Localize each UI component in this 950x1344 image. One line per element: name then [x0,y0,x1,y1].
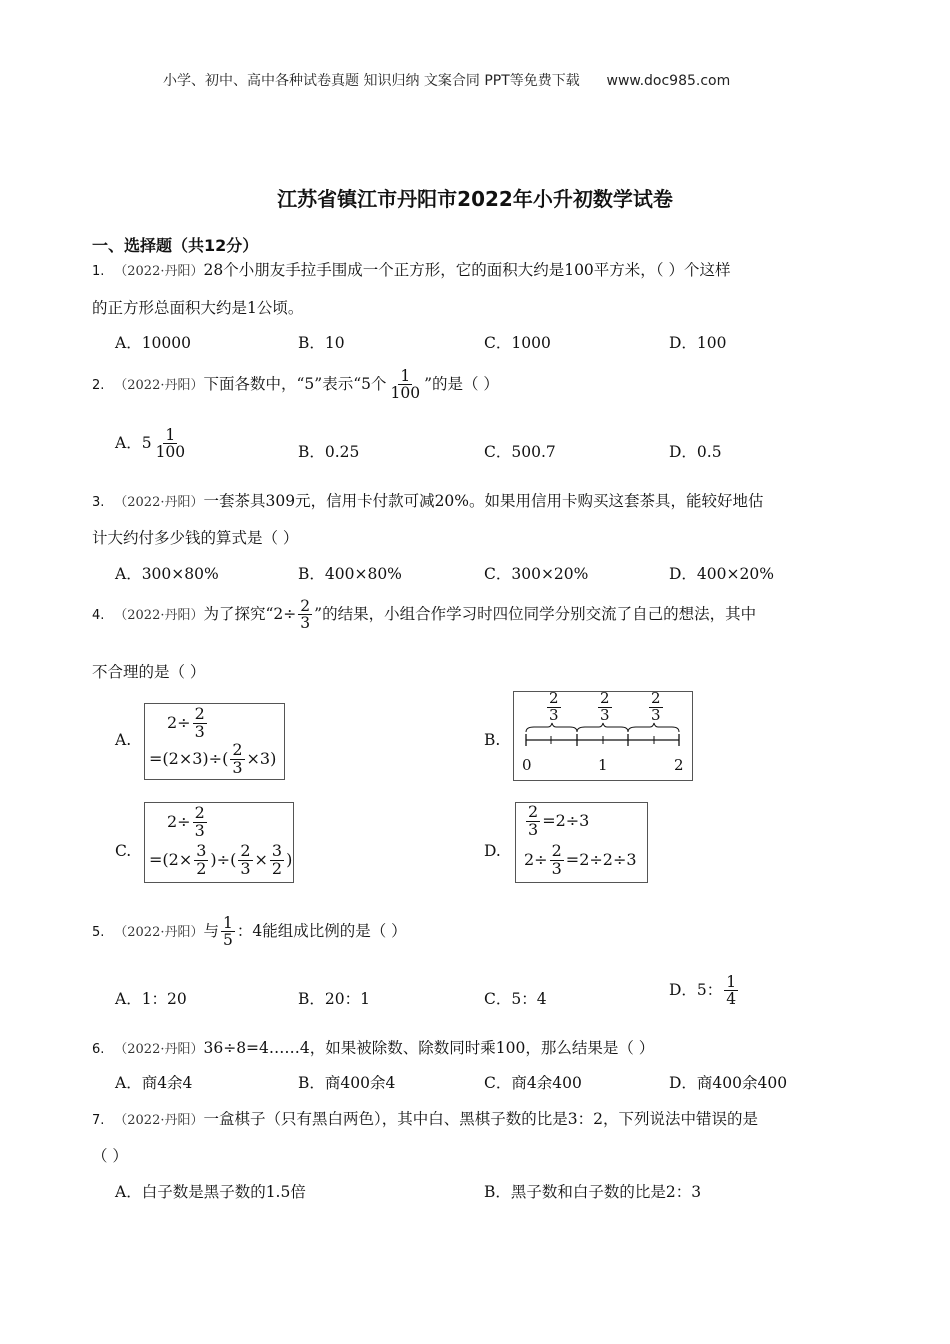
question-6: 6. （2022·丹阳）36÷8=4……4，如果被除数、除数同时乘100，那么结果是（ ） [92,1039,655,1057]
q6-option-d[interactable]: D．商400余400 [669,1074,788,1092]
q5-option-a[interactable]: A．1：20 [115,990,187,1008]
section-heading: 一、选择题（共12分） [92,236,259,255]
q1-option-b[interactable]: B．10 [298,334,345,352]
page-title: 江苏省镇江市丹阳市2022年小升初数学试卷 [277,187,673,211]
question-3-line2: 计大约付多少钱的算式是（ ） [92,529,299,547]
q3-option-a[interactable]: A．300×80% [115,565,219,583]
q4-option-b-label[interactable]: B. [484,731,501,749]
question-5: 5. （2022·丹阳）与 $\frac{1}{5}$ ：4能组成比例的是（ ） [92,914,407,950]
q3-option-c[interactable]: C．300×20% [484,565,589,583]
q4-option-a-label[interactable]: A. [115,731,132,749]
question-1-line2: 的正方形总面积大约是1公顷。 [92,299,304,317]
q6-option-c[interactable]: C．商4余400 [484,1074,582,1092]
tick-label: 2 [674,756,684,774]
header-text: 小学、初中、高中各种试卷真题 知识归纳 文案合同 PPT等免费下载 www.doc985.com [163,73,731,89]
q2-option-b[interactable]: B．0.25 [298,443,360,461]
q1-option-d[interactable]: D．100 [669,334,727,352]
tick-label: 1 [598,756,608,774]
q3-option-b[interactable]: B．400×80% [298,565,402,583]
tick-label: 0 [522,756,532,774]
q7-option-a[interactable]: A．白子数是黑子数的1.5倍 [115,1183,306,1201]
q4-box-b: $\frac{2}{3}$ $\frac{2}{3}$ $\frac{2}{3}$ 0 1 2 [513,691,693,781]
q6-option-a[interactable]: A．商4余4 [115,1074,193,1092]
question-2: 2. （2022·丹阳）下面各数中，“5”表示“5个 $\frac{1}{100}$ ”的是（ ） [92,367,499,403]
q5-option-b[interactable]: B．20：1 [298,990,370,1008]
q1-option-c[interactable]: C．1000 [484,334,551,352]
q4-box-d: $\frac{2}{3}$ =2÷3 2÷ $\frac{2}{3}$ =2÷2÷3 [515,802,648,883]
q2-option-c[interactable]: C．500.7 [484,443,556,461]
header-url[interactable]: www.doc985.com [606,73,731,89]
q3-option-d[interactable]: D．400×20% [669,565,774,583]
q4-option-d-label[interactable]: D. [484,842,501,860]
fraction: $\frac{1}{100}$ [390,367,421,403]
q2-option-d[interactable]: D．0.5 [669,443,722,461]
question-1: 1. （2022·丹阳）28个小朋友手拉手围成一个正方形，它的面积大约是100平方米，（ ）个这样 [92,261,731,279]
q2-option-a[interactable]: A．5 $\frac{1}{100}$ [115,426,186,462]
q4-box-a: 2÷ $\frac{2}{3}$ =(2×3)÷( $\frac{2}{3}$ ×3) [144,703,285,780]
question-4-line2: 不合理的是（ ） [92,663,206,681]
q5-option-c[interactable]: C．5：4 [484,990,547,1008]
question-3: 3. （2022·丹阳）一套茶具309元，信用卡付款可减20%。如果用信用卡购买这套茶具，能较好地估 [92,492,764,510]
q4-box-c: 2÷ $\frac{2}{3}$ =(2× $\frac{3}{2}$ )÷( $\frac{2}{3}$ × $\frac{3}{2}$ ) [144,802,294,883]
q6-option-b[interactable]: B．商400余4 [298,1074,396,1092]
q4-option-c-label[interactable]: C. [115,842,132,860]
q1-option-a[interactable]: A．10000 [115,334,192,352]
question-7-line2: （ ） [92,1147,128,1165]
question-7: 7. （2022·丹阳）一盒棋子（只有黑白两色），其中白、黑棋子数的比是3：2，下列说法中错误的是 [92,1110,758,1128]
question-4: 4. （2022·丹阳）为了探究“2÷ $\frac{2}{3}$ ”的结果，小组合作学习时四位同学分别交流了自己的想法，其中 [92,597,757,633]
q5-option-d[interactable]: D．5： $\frac{1}{4}$ [669,973,737,1009]
q7-option-b[interactable]: B．黑子数和白子数的比是2：3 [484,1183,702,1201]
